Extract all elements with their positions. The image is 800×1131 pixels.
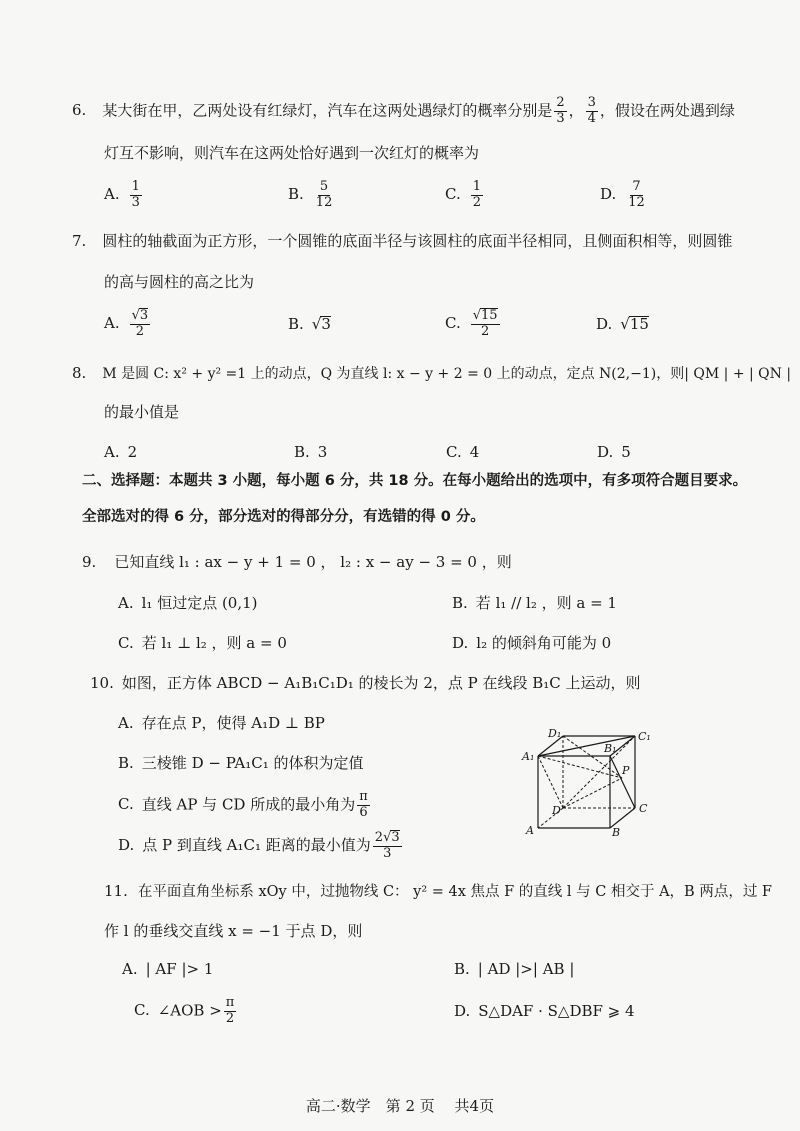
q9-stem: 已知直线 l₁ : ax − y + 1 = 0 ， l₂ : x − ay − 3 = 0 ，则 — [114, 553, 512, 571]
q6-line1 — [72, 96, 735, 127]
q8-option-d: D. 5 — [597, 443, 631, 461]
q7-option-b: B. √3 — [288, 315, 331, 333]
q11-number: 11. — [104, 882, 128, 900]
label-c1: C₁ — [638, 730, 651, 743]
q11-option-c: C. ∠AOB > $\frac{\pi}{2}$ — [134, 995, 235, 1026]
edge-b-c — [610, 808, 635, 828]
q6-text-a: 某大街在甲，乙两处设有红绿灯，汽车在这两处遇绿灯的概率分别是 — [102, 101, 553, 120]
q6-text-b: ，假设在两处遇到绿 — [599, 101, 735, 120]
q9-option-b: B. 若 l₁ // l₂ ，则 a = 1 — [452, 594, 617, 612]
section2-line1: 二、选择题：本题共 3 小题，每小题 6 分，共 18 分。在每小题给出的选项中，有多项符合题目要求。 — [82, 473, 748, 489]
page-footer: 高二·数学 第 2 页 共4页 — [305, 1097, 495, 1115]
label-b: B — [612, 826, 621, 838]
q6-prob-2: $\frac{3}{4}$ — [587, 95, 596, 126]
q10-option-c: C. 直线 AP 与 CD 所成的最小角为 $\frac{\pi}{6}$ — [118, 789, 368, 820]
q8-option-a: A. 2 — [104, 443, 138, 461]
q10-number: 10. — [90, 674, 114, 692]
label-b1: B₁ — [604, 742, 617, 755]
q10-option-a: A. 存在点 P，使得 A₁D ⊥ BP — [118, 714, 325, 732]
q9-number: 9. — [82, 553, 97, 571]
q11-text: 在平面直角坐标系 xOy 中，过抛物线 C： y² = 4x 焦点 F 的直线 l 与 C 相交于 A，B 两点，过 F — [137, 884, 772, 900]
q8-line1 — [72, 366, 791, 381]
section2-line2: 全部选对的得 6 分，部分选对的得部分分，有选错的得 0 分。 — [82, 509, 485, 525]
segment-d-p — [563, 778, 622, 808]
q9-option-a: A. l₁ 恒过定点 (0,1) — [118, 594, 258, 612]
q6-line2: 灯互不影响，则汽车在这两处恰好遇到一次红灯的概率为 — [104, 144, 480, 162]
q8-option-c: C. 4 — [446, 443, 480, 461]
q10-stem: 如图，正方体 ABCD − A₁B₁C₁D₁ 的棱长为 2，点 P 在线段 B₁C 上运动，则 — [121, 674, 641, 692]
q6-option-a: A. $\frac{1}{3}$ — [104, 179, 140, 210]
q11-line1 — [104, 884, 772, 900]
q11-option-d: D. S△DAF · S△DBF ⩾ 4 — [454, 1002, 635, 1020]
q7-option-c: C. $\frac{√15}{2}$ — [445, 308, 498, 339]
q6-prob-1: $\frac{2}{3}$ — [556, 95, 565, 126]
q11-option-a: A. | AF |> 1 — [122, 960, 214, 978]
q9-option-c: C. 若 l₁ ⊥ l₂ ，则 a = 0 — [118, 634, 287, 652]
q6-option-b: B. $\frac{5}{12}$ — [288, 179, 333, 210]
label-c: C — [639, 802, 648, 815]
label-d: D — [552, 804, 561, 817]
q10-option-b: B. 三棱锥 D − PA₁C₁ 的体积为定值 — [118, 754, 364, 772]
label-a: A — [526, 824, 534, 837]
q8-number: 8. — [72, 364, 87, 382]
segment-a1-d — [538, 756, 563, 808]
q10-option-d: D. 点 P 到直线 A₁C₁ 距离的最小值为 $\frac{2√3}{3}$ — [118, 830, 400, 861]
q7-line1 — [72, 234, 732, 249]
q7-option-a: A. $\frac{√3}{2}$ — [104, 308, 149, 339]
q8-text: M 是圆 C: x² + y² =1 上的动点，Q 为直线 l: x − y + 2 = 0 上的动点，定点 N(2,−1)，则| QM | + | QN | — [102, 366, 792, 382]
q8-option-b: B. 3 — [294, 443, 328, 461]
label-d1: D₁ — [548, 728, 562, 740]
q9-line1 — [82, 555, 512, 570]
q6-number: 6. — [72, 101, 87, 120]
q7-number: 7. — [72, 232, 87, 250]
q7-option-d: D. √15 — [596, 315, 649, 333]
q10-line1 — [90, 676, 641, 691]
q8-line2: 的最小值是 — [104, 403, 180, 421]
q6-sep: ， — [568, 101, 584, 120]
label-p: P — [622, 764, 630, 777]
q9-option-d: D. l₂ 的倾斜角可能为 0 — [452, 634, 612, 652]
q6-option-c: C. $\frac{1}{2}$ — [445, 179, 481, 210]
cube-figure — [518, 728, 668, 838]
q11-line2: 作 l 的垂线交直线 x = −1 于点 D，则 — [104, 922, 363, 940]
label-a1: A₁ — [522, 750, 535, 763]
q7-line2: 的高与圆柱的高之比为 — [104, 273, 255, 291]
q6-option-d: D. $\frac{7}{12}$ — [600, 179, 645, 210]
q11-option-b: B. | AD |>| AB | — [454, 960, 575, 978]
q7-text: 圆柱的轴截面为正方形，一个圆锥的底面半径与该圆柱的底面半径相同，且侧面积相等，则圆锥 — [102, 232, 733, 250]
